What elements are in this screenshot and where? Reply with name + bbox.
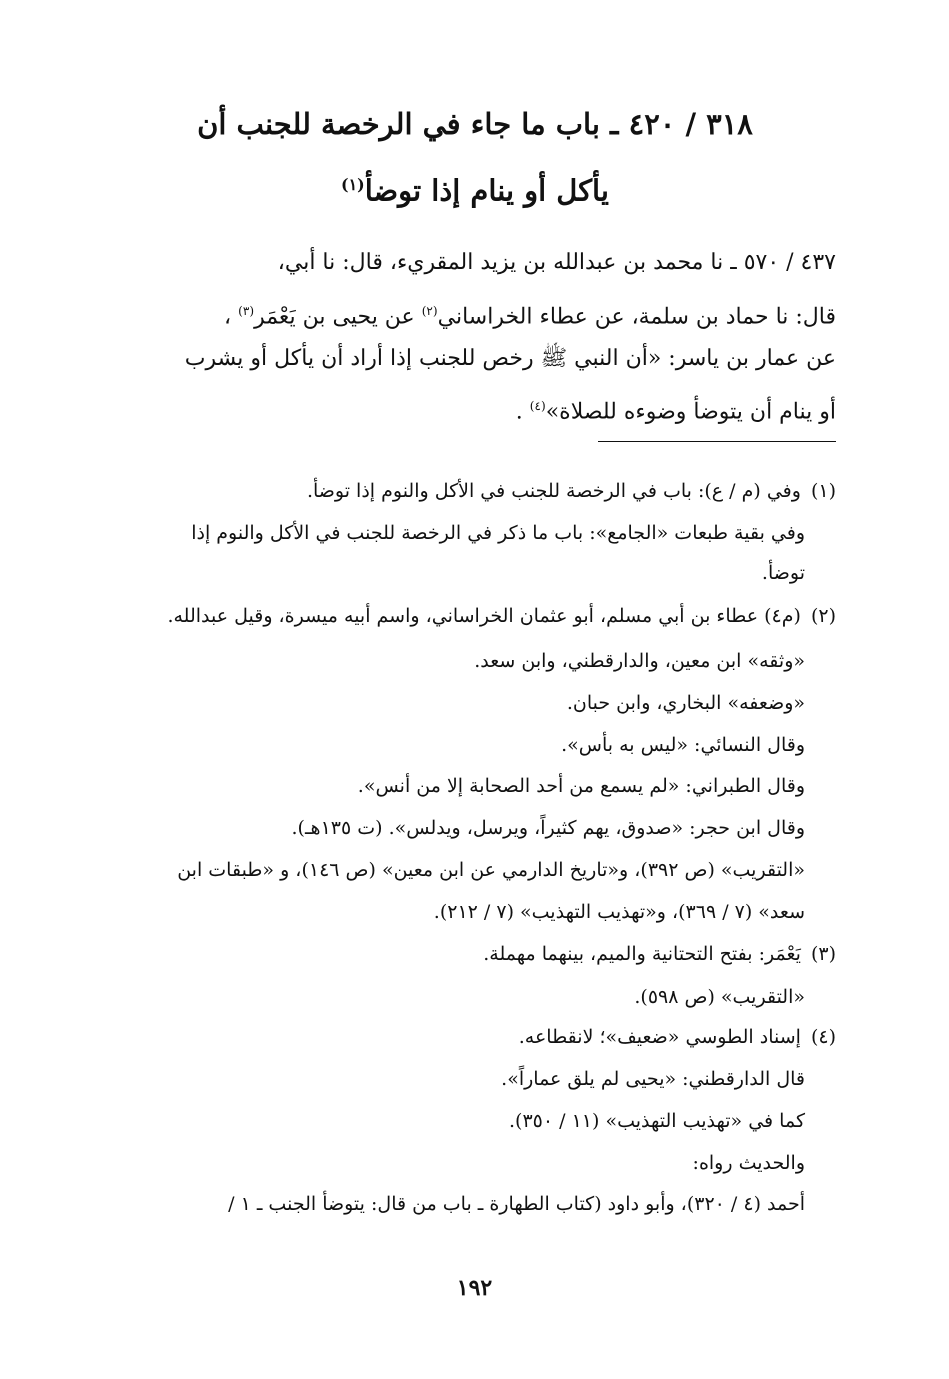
footnote-number: (١) — [810, 480, 836, 502]
footnote-ref: (١) — [341, 175, 365, 194]
chapter-heading-text-1: ٣١٨ / ٤٢٠ ـ باب ما جاء في الرخصة للجنب أن — [197, 107, 753, 141]
footnote-line — [112, 982, 805, 1012]
hadith-text: . — [515, 399, 530, 425]
hadith-line — [112, 342, 836, 376]
footnote-text: وفي بقية طبعات «الجامع»: باب ما ذكر في الرخصة للجنب في الأكل والنوم إذا — [191, 522, 805, 544]
page-number: ١٩٢ — [456, 1275, 493, 1301]
footnote-line — [112, 939, 836, 969]
hadith-line — [112, 294, 836, 334]
hadith-text: أو ينام أن يتوضأ وضوءه للصلاة» — [545, 399, 836, 425]
footnote-line — [112, 730, 805, 760]
hadith-text: عن يحيى بن يَعْمَر — [254, 304, 422, 330]
hadith-text: عن عمار بن ياسر: «أن النبي ﷺ رخص للجنب إذا أراد أن يأكل أو يشرب — [184, 346, 836, 371]
footnote-text: وقال الطبراني: «لم يسمع من أحد الصحابة إلا من أنس». — [357, 775, 805, 797]
footnote-line — [112, 813, 805, 843]
footnote-line — [112, 558, 805, 588]
footnote-line — [112, 1064, 805, 1094]
footnote-ref: (٢) — [421, 304, 438, 318]
footnote-text: كما في «تهذيب التهذيب» (١١ / ٣٥٠). — [509, 1110, 805, 1132]
footnote-line — [112, 646, 805, 676]
chapter-heading-line-1 — [110, 104, 840, 144]
hadith-text: قال: نا حماد بن سلمة، عن عطاء الخراساني — [437, 304, 836, 330]
footnote-line — [112, 771, 805, 801]
footnote-number: (٣) — [810, 943, 836, 965]
footnote-text: «التقريب» (ص ٥٩٨). — [634, 986, 805, 1008]
footnote-line — [112, 897, 805, 927]
chapter-heading-text-2: يأكل أو ينام إذا توضأ — [364, 173, 609, 208]
footnote-number: (٤) — [810, 1026, 836, 1048]
chapter-heading-line-2 — [110, 165, 840, 211]
footnote-line — [112, 476, 836, 506]
footnote-line — [112, 601, 836, 631]
footnote-text: وفي (م / ع): باب في الرخصة للجنب في الأكل والنوم إذا توضأ. — [306, 480, 801, 502]
footnote-text: أحمد (٤ / ٣٢٠)، وأبو داود (كتاب الطهارة ـ باب من قال: يتوضأ الجنب ـ ١ / — [228, 1193, 805, 1215]
footnote-text: قال الدارقطني: «يحيى لم يلق عماراً». — [501, 1068, 805, 1090]
footnote-text: «التقريب» (ص ٣٩٢)، و«تاريخ الدارمي عن ابن معين» (ص ١٤٦)، و «طبقات ابن — [177, 859, 805, 881]
footnote-ref: (٤) — [529, 399, 546, 413]
hadith-text: ، — [224, 304, 239, 330]
footnote-text: والحديث رواه: — [692, 1152, 805, 1174]
footnote-text: «وثقه» ابن معين، والدارقطني، وابن سعد. — [474, 650, 805, 672]
footnote-number: (٢) — [810, 605, 836, 627]
footnote-text: توضأ. — [761, 562, 805, 584]
footnote-line — [112, 1189, 805, 1219]
footnote-line — [112, 855, 805, 885]
footnote-text: «وضعفه» البخاري، وابن حبان. — [566, 692, 805, 714]
footnote-line — [112, 518, 805, 548]
footnote-line — [112, 1148, 805, 1178]
footnote-text: يَعْمَر: بفتح التحتانية والميم، بينهما مهملة. — [483, 943, 801, 965]
hadith-line — [112, 389, 836, 429]
footnote-line — [112, 1106, 805, 1136]
footnote-divider — [598, 441, 836, 442]
footnote-line — [112, 1022, 836, 1052]
footnote-text: (م٤) عطاء بن أبي مسلم، أبو عثمان الخراساني، واسم أبيه ميسرة، وقيل عبدالله. — [167, 605, 801, 627]
hadith-line — [112, 246, 836, 280]
footnote-text: وقال ابن حجر: «صدوق، يهم كثيراً، ويرسل، ويدلس». (ت ١٣٥هـ). — [291, 817, 805, 839]
footnote-ref: (٣) — [238, 304, 255, 318]
footnote-text: وقال النسائي: «ليس به بأس». — [561, 734, 805, 756]
footnote-text: سعد» (٧ / ٣٦٩)، و«تهذيب التهذيب» (٧ / ٢١٢). — [433, 901, 805, 923]
footnote-line — [112, 688, 805, 718]
footnote-text: إسناد الطوسي «ضعيف»؛ لانقطاعه. — [518, 1026, 801, 1048]
hadith-text: ٤٣٧ / ٥٧٠ ـ نا محمد بن عبدالله بن يزيد المقريء، قال: نا أبي، — [277, 250, 836, 275]
